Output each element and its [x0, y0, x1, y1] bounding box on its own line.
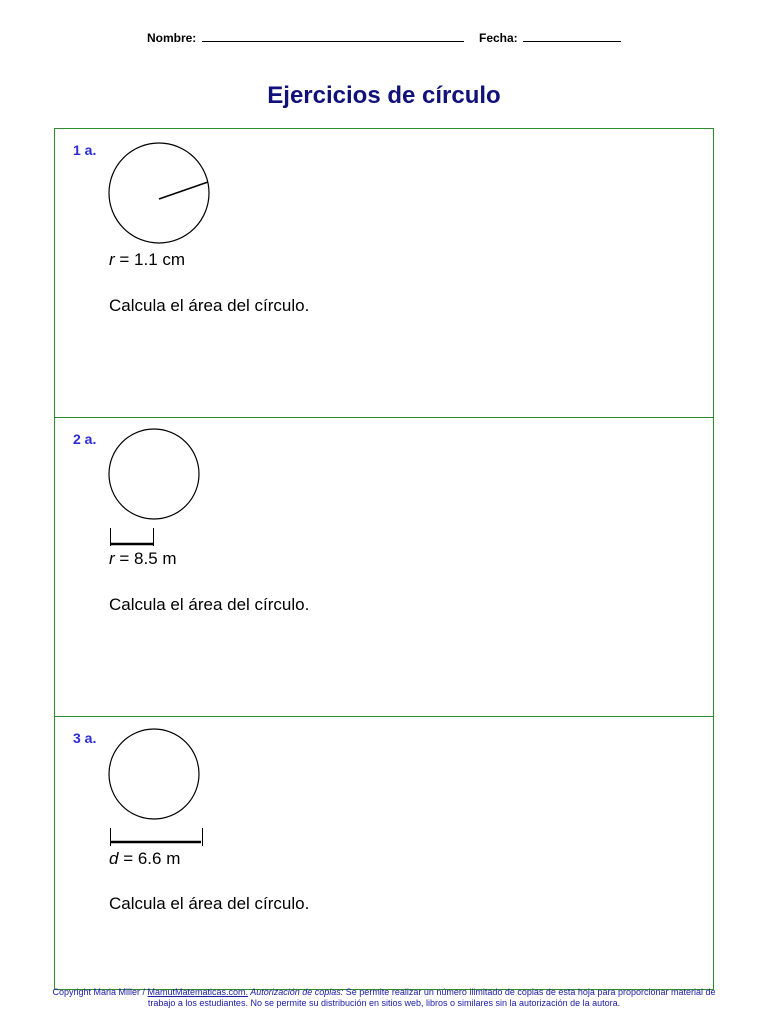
circle-figure-diameter-scale	[105, 725, 225, 849]
copyright-footer	[48, 987, 720, 1009]
problem-number: 3 a.	[73, 730, 97, 746]
problem-box-3	[54, 716, 714, 990]
problem-instruction: Calcula el área del círculo.	[109, 595, 310, 614]
measurement-label	[109, 250, 185, 270]
measurement-value: = 8.5 m	[114, 549, 177, 568]
circle-outline	[109, 729, 199, 819]
name-label: Nombre:	[146, 31, 197, 45]
worksheet-header	[0, 30, 768, 45]
measurement-value: = 6.6 m	[118, 849, 181, 868]
problem-instruction: Calcula el área del círculo.	[109, 894, 310, 913]
problem-box-2	[54, 417, 714, 717]
measurement-label	[109, 549, 177, 569]
measurement-variable: r	[109, 549, 115, 568]
measurement-label	[109, 849, 180, 869]
radius-line	[159, 182, 208, 199]
circle-outline	[109, 143, 209, 243]
circle-outline	[109, 429, 199, 519]
problem-number: 1 a.	[73, 142, 97, 158]
footer-author: Copyright Maria Miller /	[52, 987, 148, 997]
circle-figure-radius-scale	[105, 426, 225, 550]
problem-box-1	[54, 128, 714, 418]
measurement-variable: d	[109, 849, 119, 868]
footer-permission-text: Se permite realizar un número ilimitado de copias de esta hoja para proporcionar material de trabajo a los estudiantes. No se permite su distribución en sitios web, libros o similares sin la autorización de la autora.	[147, 987, 716, 1008]
date-label: Fecha:	[479, 31, 518, 45]
measurement-value: = 1.1 cm	[114, 250, 186, 269]
page-title: Ejercicios de círculo	[267, 82, 501, 109]
measurement-variable: r	[109, 250, 115, 269]
footer-site-link[interactable]: MamutMatematicas.com.	[147, 987, 249, 997]
problem-instruction: Calcula el área del círculo.	[109, 296, 310, 315]
problem-number: 2 a.	[73, 431, 97, 447]
date-blank-line[interactable]	[523, 30, 621, 42]
circle-figure-radius	[105, 137, 225, 249]
name-blank-line[interactable]	[202, 30, 464, 42]
footer-permission-label: Autorización de copias:	[248, 987, 344, 997]
